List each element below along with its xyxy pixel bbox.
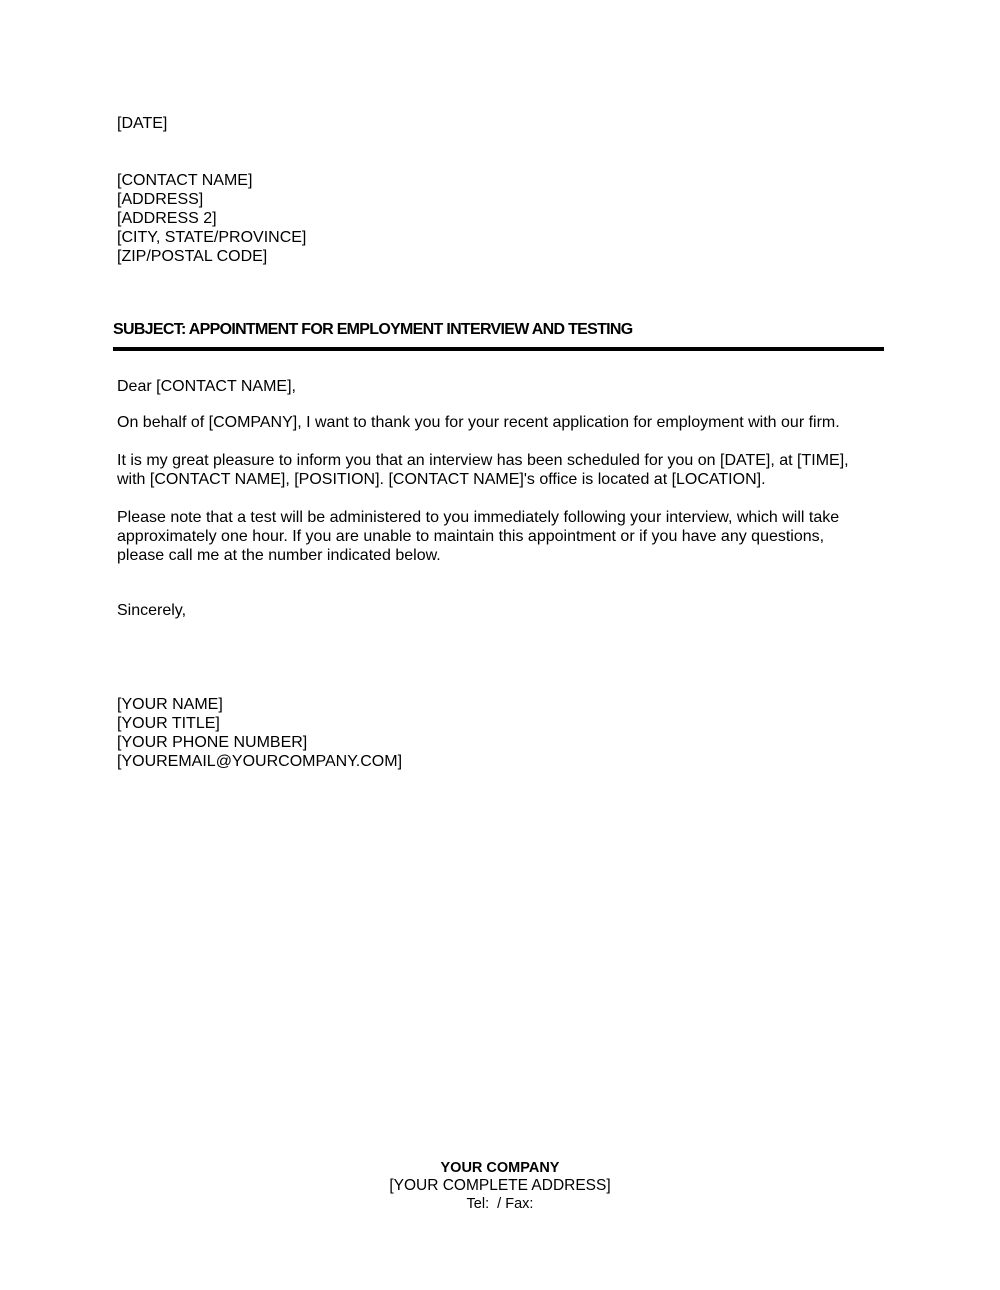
paragraph-3-line-1: Please note that a test will be administered to you immediately following your interview, which will take <box>117 509 840 526</box>
body-paragraph-3 <box>117 508 839 565</box>
closing-text: Sincerely, <box>117 602 187 619</box>
recipient-address-2: [ADDRESS 2] <box>117 210 217 227</box>
footer-tel-fax: Tel: / Fax: <box>466 1196 534 1212</box>
body-paragraph-2 <box>117 451 849 489</box>
paragraph-3-line-3: please call me at the number indicated below. <box>117 547 441 564</box>
recipient-contact-name: [CONTACT NAME] <box>117 172 253 189</box>
subject-underline-rule <box>113 347 884 351</box>
recipient-zip-code: [ZIP/POSTAL CODE] <box>117 248 268 265</box>
signature-email: [YOUREMAIL@YOURCOMPANY.COM] <box>117 753 403 770</box>
salutation <box>117 377 296 396</box>
recipient-address: [ADDRESS] <box>117 191 204 208</box>
signature-phone: [YOUR PHONE NUMBER] <box>117 734 308 751</box>
paragraph-3-line-2: approximately one hour. If you are unable to maintain this appointment or if you have any questions, <box>117 528 825 545</box>
footer-company-address: [YOUR COMPLETE ADDRESS] <box>389 1177 611 1194</box>
body-paragraph-1 <box>117 413 840 432</box>
footer-company-name: YOUR COMPANY <box>440 1160 560 1176</box>
page-footer <box>0 1159 1000 1213</box>
closing <box>117 601 186 620</box>
paragraph-2-line-2: with [CONTACT NAME], [POSITION]. [CONTACT NAME]'s office is located at [LOCATION]. <box>117 471 766 488</box>
recipient-city-state: [CITY, STATE/PROVINCE] <box>117 229 307 246</box>
salutation-text: Dear [CONTACT NAME], <box>117 378 296 395</box>
date-block <box>117 114 167 133</box>
signature-block <box>117 695 402 771</box>
recipient-address-block <box>117 171 306 266</box>
paragraph-2-line-1: It is my great pleasure to inform you that an interview has been scheduled for you on [DATE], at [TIME], <box>117 452 849 469</box>
date-placeholder: [DATE] <box>117 115 168 132</box>
subject-line: SUBJECT: APPOINTMENT FOR EMPLOYMENT INTERVIEW AND TESTING <box>113 321 633 338</box>
paragraph-1-line-1: On behalf of [COMPANY], I want to thank you for your recent application for employment with our firm. <box>117 414 840 431</box>
signature-name: [YOUR NAME] <box>117 696 223 713</box>
signature-title: [YOUR TITLE] <box>117 715 220 732</box>
